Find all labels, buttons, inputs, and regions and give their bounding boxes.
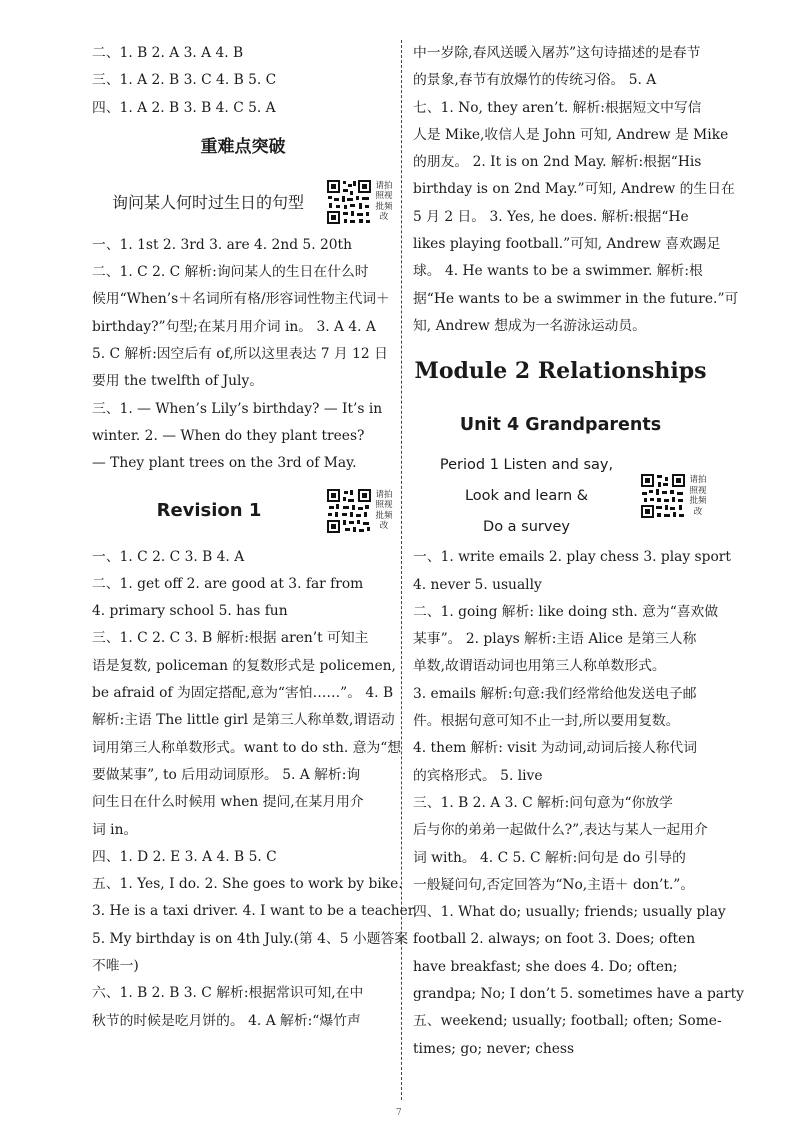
answers-block-2 [92, 232, 394, 478]
unit-title: Unit 4 Grandparents [459, 415, 662, 436]
answer-line: be afraid of 为固定搭配,意为“害怕……”。 4. B [92, 685, 394, 702]
answer-line: 问生日在什么时候用 when 提问,在某月用介 [92, 794, 364, 811]
answers-block-4 [413, 40, 739, 340]
page-number: 7 [396, 1108, 402, 1118]
qr-label: 请拍照视批频改 [375, 180, 393, 223]
period-line: Do a survey [483, 518, 570, 535]
answer-line: 词 in。 [92, 821, 138, 838]
right-column [413, 40, 744, 1063]
module-title: Module 2 Relationships [414, 358, 707, 385]
answer-line: birthday is on 2nd May.”可知, Andrew 的生日在 [413, 181, 735, 198]
answers-block-5 [413, 544, 744, 1063]
section-revision-row [92, 478, 394, 544]
answer-line: 四、1. A 2. B 3. B 4. C 5. A [92, 99, 276, 116]
answer-line: 语是复数, policeman 的复数形式是 policemen, [92, 657, 396, 674]
answer-line: 4. never 5. usually [413, 576, 542, 593]
answer-line: 三、1. C 2. C 3. B 解析:根据 aren’t 可知主 [92, 630, 369, 647]
answer-line: 解析:主语 The little girl 是第三人称单数,谓语动 [92, 712, 395, 729]
answer-line: 要用 the twelfth of July。 [92, 373, 264, 390]
answer-line: 后与你的弟弟一起做什么?”,表达与某人一起用介 [413, 822, 708, 839]
answer-line: 4. primary school 5. has fun [92, 603, 288, 620]
answer-line: 3. He is a taxi driver. 4. I want to be a teacher. [92, 903, 418, 920]
answer-line: times; go; never; chess [413, 1040, 575, 1057]
answer-line: 二、1. get off 2. are good at 3. far from [92, 575, 364, 592]
section-title-hard: 重难点突破 [200, 136, 286, 157]
qr-block [326, 488, 394, 534]
answer-line: 的朋友。 2. It is on 2nd May. 解析:根据“His [413, 154, 702, 171]
answer-line: 一、1. 1st 2. 3rd 3. are 4. 2nd 5. 20th [92, 236, 352, 253]
qr-block [640, 473, 708, 519]
qr-block [326, 179, 394, 225]
answer-line: 三、1. A 2. B 3. C 4. B 5. C [92, 72, 277, 89]
answer-line: football 2. always; on foot 3. Does; often [413, 931, 696, 948]
answer-line: 词 with。 4. C 5. C 解析:问句是 do 引导的 [413, 849, 686, 866]
answer-line: 中一岁除,春风送暖入屠苏”这句诗描述的是春节 [413, 45, 701, 61]
answers-block-3 [92, 544, 418, 1035]
answer-line: 五、1. Yes, I do. 2. She goes to work by bike. [92, 876, 403, 893]
answer-line: 候用“When’s＋名词所有格/形容词性物主代词＋ [92, 291, 390, 308]
answer-line: 要做某事”, to 后用动词原形。 5. A 解析:询 [92, 766, 361, 783]
qr-code-icon [640, 473, 686, 519]
answer-line: grandpa; No; I don’t 5. sometimes have a party [413, 986, 744, 1003]
answer-line: have breakfast; she does 4. Do; often; [413, 958, 678, 975]
answer-line: 四、1. What do; usually; friends; usually play [413, 904, 726, 921]
period-title [413, 450, 640, 543]
answer-line: 单数,故谓语动词也用第三人称单数形式。 [413, 658, 666, 675]
answer-line: 词用第三人称单数形式。want to do sth. 意为“想 [92, 739, 402, 756]
answer-line: 五、weekend; usually; football; often; Some- [413, 1013, 722, 1030]
answer-line: 秋节的时候是吃月饼的。 4. A 解析:“爆竹声 [92, 1012, 361, 1029]
answer-line: 一、1. C 2. C 3. B 4. A [92, 548, 245, 565]
answer-line: 3. emails 解析:句意:我们经常给他发送电子邮 [413, 685, 697, 702]
answer-line: 二、1. C 2. C 解析:询问某人的生日在什么时 [92, 264, 369, 281]
answer-line: 二、1. B 2. A 3. A 4. B [92, 45, 244, 61]
answer-line: 人是 Mike,收信人是 John 可知, Andrew 是 Mike [413, 126, 729, 143]
period-line: Look and learn & [464, 487, 589, 504]
answer-line: 件。根据句意可知不止一封,所以要用复数。 [413, 713, 680, 730]
answer-line: likes playing football.”可知, Andrew 喜欢踢足 [413, 236, 721, 253]
answer-line: 三、1. — When’s Lily’s birthday? — It’s in [92, 400, 383, 417]
answer-line: 据“He wants to be a swimmer in the future.”可 [413, 290, 739, 307]
period-line: Period 1 Listen and say, [439, 456, 614, 473]
answer-line: 三、1. B 2. A 3. C 解析:问句意为“你放学 [413, 794, 673, 811]
answer-line: 四、1. D 2. E 3. A 4. B 5. C [92, 848, 277, 865]
answer-line: 的景象,春节有放爆竹的传统习俗。 5. A [413, 72, 657, 89]
answer-line: 球。 4. He wants to be a swimmer. 解析:根 [413, 263, 703, 280]
answer-line: 一、1. write emails 2. play chess 3. play sport [413, 549, 731, 566]
qr-label: 请拍照视批频改 [375, 489, 393, 532]
period-title-row [413, 448, 708, 544]
answer-line: 5. My birthday is on 4th July.(第 4、5 小题答案 [92, 930, 409, 947]
section-title-birthday: 询问某人何时过生日的句型 [112, 193, 305, 213]
answer-line: — They plant trees on the 3rd of May. [92, 455, 357, 472]
answer-line: 二、1. going 解析: like doing sth. 意为“喜欢做 [413, 603, 719, 620]
answer-line: winter. 2. — When do they plant trees? [92, 427, 365, 444]
qr-label: 请拍照视批频改 [689, 475, 707, 517]
answer-line: 一般疑问句,否定回答为“No,主语＋ don’t.”。 [413, 876, 695, 893]
answer-line: 某事”。 2. plays 解析:主语 Alice 是第三人称 [413, 631, 697, 648]
answer-line: 5 月 2 日。 3. Yes, he does. 解析:根据“He [413, 208, 689, 225]
qr-code-icon [326, 488, 372, 534]
section-title-revision: Revision 1 [156, 500, 262, 522]
answer-line: 六、1. B 2. B 3. C 解析:根据常识可知,在中 [92, 985, 364, 1002]
answer-line: 4. them 解析: visit 为动词,动词后接人称代词 [413, 740, 698, 757]
answer-line: 的宾格形式。 5. live [413, 767, 543, 784]
qr-code-icon [326, 179, 372, 225]
section-birthday-row [92, 172, 394, 232]
answer-line: 七、1. No, they aren’t. 解析:根据短文中写信 [413, 99, 702, 116]
answer-line: 不唯一) [92, 958, 139, 975]
answer-line: birthday?”句型;在某月用介词 in。 3. A 4. A [92, 318, 376, 335]
answer-line: 5. C 解析:因空后有 of,所以这里表达 7 月 12 日 [92, 346, 388, 363]
left-column [92, 40, 418, 1035]
answers-block-1 [92, 40, 394, 122]
answer-line: 知, Andrew 想成为一名游泳运动员。 [413, 317, 646, 334]
